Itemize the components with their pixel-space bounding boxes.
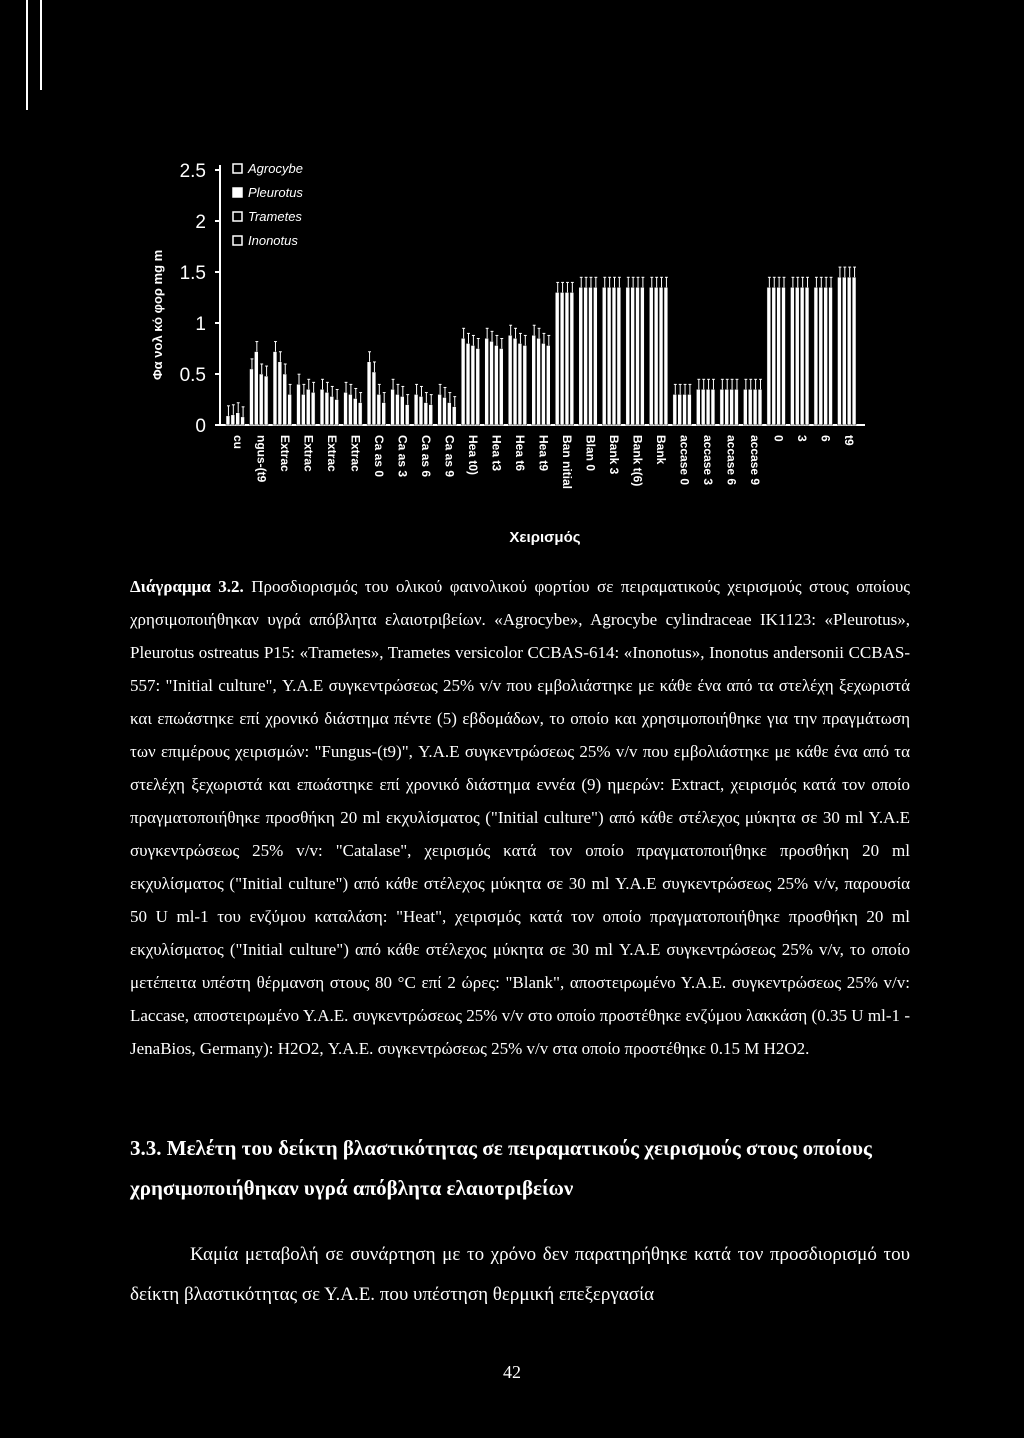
page-number: 42	[503, 1362, 521, 1382]
bar	[348, 394, 352, 425]
figure-caption	[130, 570, 910, 1065]
x-tick-label: Hea t9	[536, 435, 551, 472]
bar	[306, 389, 310, 425]
bar	[278, 362, 282, 425]
bar	[711, 389, 715, 425]
bar	[241, 417, 245, 425]
x-tick-label: Ca as 6	[418, 435, 433, 478]
bar	[353, 398, 357, 425]
y-tick-label: 2	[195, 212, 206, 233]
x-tick-label: Ban nitial	[560, 435, 575, 490]
bar	[499, 349, 503, 426]
bar	[730, 389, 734, 425]
caption-title: Διάγραμμα 3.2.	[130, 577, 244, 596]
legend-swatch	[233, 212, 242, 221]
body-paragraph: Καμία μεταβολή σε συνάρτηση με το χρόνο δεν παρατηρήθηκε κατά τον προσδιορισμό του δείκτη βλαστικότητας σε Υ.Α.Ε. που υπέστηση θερμική επεξεργασία	[130, 1244, 910, 1305]
bar	[748, 389, 752, 425]
legend-label: Inonotus	[248, 233, 298, 248]
bar	[377, 394, 381, 425]
bar	[782, 287, 786, 425]
x-tick-label: Hea t3	[489, 435, 504, 472]
bar	[443, 397, 447, 425]
legend-swatch	[233, 164, 242, 173]
bar	[372, 372, 376, 425]
x-tick-label: ngus-(t9	[254, 435, 269, 483]
bar	[842, 277, 846, 425]
bar	[452, 407, 456, 425]
bar	[344, 392, 348, 425]
bar	[777, 287, 781, 425]
bar	[537, 338, 541, 425]
bar	[273, 352, 277, 425]
bar	[320, 389, 324, 425]
section-heading: 3.3. Μελέτη του δείκτη βλαστικότητας σε πειραματικούς χειρισμούς στους οποίους χρησιμοποιήθηκαν υγρά απόβλητα ελαιοτριβείων	[130, 1136, 872, 1200]
y-tick-label: 1.5	[179, 263, 206, 284]
y-tick-label: 0.5	[179, 365, 206, 386]
bar	[367, 362, 371, 425]
bar	[805, 287, 809, 425]
bar	[631, 287, 635, 425]
x-axis-label: Χειρισμός	[509, 529, 581, 546]
bar	[649, 287, 653, 425]
bar	[636, 287, 640, 425]
x-tick-label: Extrac	[348, 435, 363, 472]
bar	[837, 277, 841, 425]
x-tick-label: accase 0	[677, 435, 692, 486]
bar	[800, 287, 804, 425]
y-tick-label: 2.5	[179, 161, 206, 182]
bar	[706, 389, 710, 425]
bar	[640, 287, 644, 425]
bar	[570, 292, 574, 425]
y-axis-label: Φα νολ κό φορ mg m	[150, 249, 165, 380]
bar	[696, 389, 700, 425]
legend-label: Trametes	[248, 209, 302, 224]
bar	[236, 413, 240, 425]
bar	[419, 396, 423, 425]
bar	[476, 349, 480, 426]
bar	[382, 403, 386, 425]
x-tick-label: Extrac	[324, 435, 339, 472]
x-tick-label: Blan 0	[583, 435, 598, 472]
bar	[405, 405, 409, 425]
x-tick-label: t9	[842, 435, 857, 446]
x-tick-label: Ca as 0	[371, 435, 386, 478]
bar	[490, 341, 494, 425]
bar	[259, 374, 263, 425]
legend-label: Pleurotus	[248, 185, 303, 200]
bar	[250, 369, 254, 425]
x-tick-label: 3	[795, 435, 810, 442]
bar	[391, 389, 395, 425]
y-tick-label: 1	[195, 314, 206, 335]
bar	[678, 394, 682, 425]
bar	[542, 343, 546, 425]
scan-edge-line	[40, 0, 42, 90]
bar	[283, 374, 287, 425]
bar	[226, 416, 230, 425]
bar	[758, 389, 762, 425]
bar	[814, 287, 818, 425]
x-tick-label: accase 9	[748, 435, 763, 486]
bar	[847, 277, 851, 425]
bar	[335, 400, 339, 426]
bar	[447, 403, 451, 425]
y-tick-label: 0	[195, 416, 206, 437]
bar	[795, 287, 799, 425]
bar	[824, 287, 828, 425]
bar	[518, 343, 522, 425]
legend-swatch	[233, 188, 242, 197]
bar	[602, 287, 606, 425]
bar	[288, 394, 292, 425]
bar	[617, 287, 621, 425]
bar	[654, 287, 658, 425]
bar	[829, 287, 833, 425]
x-tick-label: accase 6	[724, 435, 739, 486]
x-tick-label: Ca as 9	[442, 435, 457, 478]
x-tick-label: Bank t(6)	[630, 435, 645, 487]
bar	[852, 277, 856, 425]
x-tick-label: accase 3	[701, 435, 716, 486]
bar	[673, 394, 677, 425]
bar	[607, 287, 611, 425]
x-tick-label: Hea t6	[512, 435, 527, 472]
bar	[485, 338, 489, 425]
bar	[612, 287, 616, 425]
bar	[429, 405, 433, 425]
bar	[767, 287, 771, 425]
bar	[725, 389, 729, 425]
bar	[664, 287, 668, 425]
bar	[819, 287, 823, 425]
bar	[297, 384, 301, 425]
x-tick-label: Ca as 3	[395, 435, 410, 478]
bar	[753, 389, 757, 425]
x-tick-label: Extrac	[301, 435, 316, 472]
bar	[593, 287, 597, 425]
bar	[414, 394, 418, 425]
bar	[311, 392, 315, 425]
scan-edge-line	[26, 0, 28, 110]
bar	[494, 345, 498, 425]
bar	[466, 343, 470, 425]
bar	[560, 292, 564, 425]
bar	[584, 287, 588, 425]
x-tick-label: 6	[818, 435, 833, 442]
bar	[358, 403, 362, 425]
bar	[735, 389, 739, 425]
phenolic-load-chart	[140, 150, 880, 550]
bar	[438, 394, 442, 425]
bar	[565, 292, 569, 425]
bar	[471, 345, 475, 425]
bar	[546, 345, 550, 425]
caption-text: Προσδιορισμός του ολικού φαινολικού φορτίου σε πειραματικούς χειρισμούς στους οποίους χρησιμοποιήθηκαν υγρά απόβλητα ελαιοτριβείων. «Agrocybe», Agrocybe cylindraceae IK1123: «Pleurotus», Pleurotus ostreatus P15: «Trametes», Trametes versicolor CCBAS-614: «Inonotus», Inonotus andersonii CCBAS-557: "Initial culture", Υ.Α.Ε συγκεντρώσεως 25% v/v που εμβολιάστηκε με κάθε ένα από τα στελέχη ξεχωριστά και επωάστηκε επί χρονικό διάστημα πέντε (5) εβδομάδων, το οποίο και χρησιμοποιήθηκε για την πραγμάτωση των επιμέρους χειρισμών: "Fungus-(t9)", Υ.Α.Ε συγκεντρώσεως 25% v/v που εμβολιάστηκε με κάθε ένα από τα στελέχη ξεχωριστά και επωάστηκε επί χρονικό διάστημα εννέα (9) ημερών: Extract, χειρισμός κατά τον οποίο πραγματοποιήθηκε προσθήκη 20 ml εκχυλίσματος ("Initial culture") από κάθε στέλεχος μύκητα σε 30 ml Υ.Α.Ε συγκεντρώσεως 25% v/v: "Catalase", χειρισμός κατά τον οποίο πραγματοποιήθηκε προσθήκη 20 ml εκχυλίσματος ("Initial culture") από κάθε στέλεχος μύκητα σε 30 ml Υ.Α.Ε συγκεντρώσεως 25% v/v, παρουσία 50 U ml-1 του ενζύμου καταλάση: "Heat", χειρισμός κατά τον οποίο πραγματοποιήθηκε προσθήκη 20 ml εκχυλίσματος ("Initial culture") από κάθε στέλεχος μύκητα σε 30 ml Υ.Α.Ε συγκεντρώσεως 25% v/v, το οποίο μετέπειτα υπέστη θέρμανση στους 80 °C επί 2 ώρες: "Blank", αποστειρωμένο Υ.Α.Ε. συγκεντρώσεως 25% v/v: Laccase, αποστειρωμένο Υ.Α.Ε. συγκεντρώσεως 25% v/v στο οποίο προστέθηκε ενζύμου λακκάση (0.35 U ml-1 - JenaBios, Germany): H2O2, Υ.Α.Ε. συγκεντρώσεως 25% v/v στα οποίο προστέθηκε 0.15 M H2O2.	[130, 577, 910, 1058]
bar	[687, 394, 691, 425]
bar	[720, 389, 724, 425]
x-tick-label: Bank	[654, 435, 669, 465]
bar	[424, 403, 428, 425]
x-tick-label: Hea t0)	[465, 435, 480, 476]
bar	[589, 287, 593, 425]
legend-swatch	[233, 236, 242, 245]
bar	[330, 396, 334, 425]
bar	[231, 415, 235, 425]
bar	[701, 389, 705, 425]
bar	[301, 394, 305, 425]
x-tick-label: 0	[771, 435, 786, 442]
x-tick-label: Bank 3	[607, 435, 622, 475]
bar	[325, 392, 329, 425]
bar	[772, 287, 776, 425]
bar	[790, 287, 794, 425]
x-tick-label: Extrac	[277, 435, 292, 472]
legend-label: Agrocybe	[248, 161, 303, 176]
bar	[396, 394, 400, 425]
bar	[254, 352, 258, 425]
bar	[555, 292, 559, 425]
bar	[400, 396, 404, 425]
bar	[659, 287, 663, 425]
bar	[461, 338, 465, 425]
bar	[626, 287, 630, 425]
bar	[683, 394, 687, 425]
bar	[513, 338, 517, 425]
x-tick-label: cu	[230, 435, 245, 450]
bar	[508, 335, 512, 425]
bar	[579, 287, 583, 425]
bar	[523, 345, 527, 425]
bar	[532, 335, 536, 425]
bar	[743, 389, 747, 425]
bar	[264, 376, 268, 425]
